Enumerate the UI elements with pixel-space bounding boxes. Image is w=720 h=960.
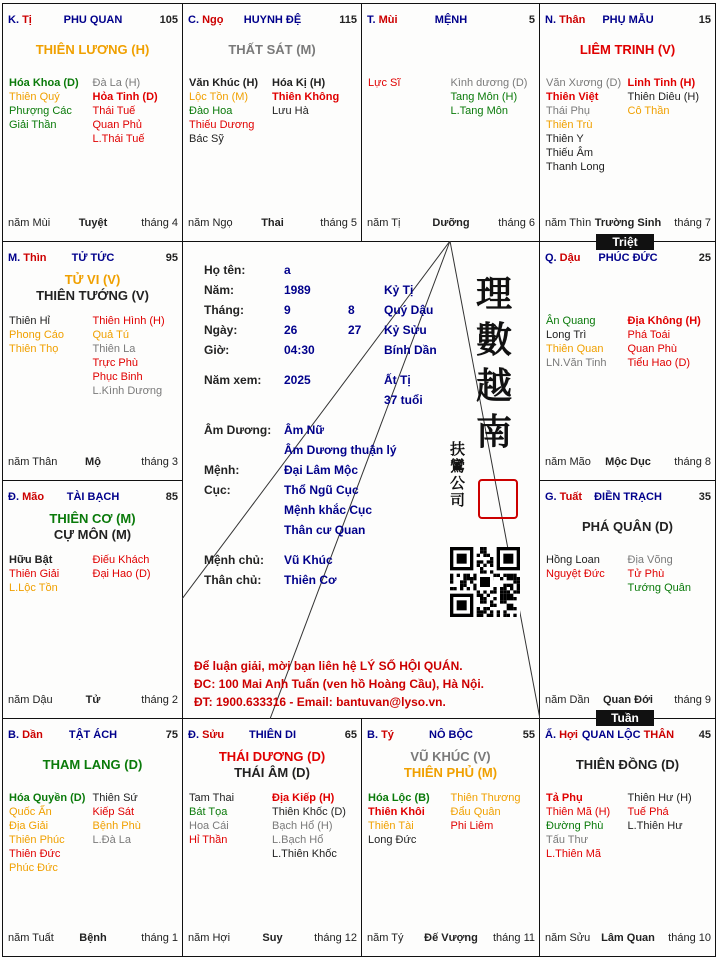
palace-month: tháng 4 [141,217,178,229]
triet-tag: Triệt [596,234,654,250]
minor-star: Thiên Không [272,91,340,103]
minor-star: Thiên Phúc [9,834,65,846]
minor-star: Phượng Các [9,105,72,117]
palace-header [8,14,178,30]
minor-star: Tướng Quân [627,582,691,594]
age-value: 37 tuổi [384,393,423,407]
palace-position: Ấ. Hợi [545,729,578,741]
main-star: VŨ KHÚC (V) [410,749,491,764]
palace-year: năm Mão [545,456,591,468]
cuc-relation: Mệnh khắc Cục [284,503,373,517]
minor-star: Phi Liêm [450,820,494,832]
thanchu-value: Thiên Cơ [284,573,337,587]
minor-star: Hóa Kị (H) [272,77,326,89]
minor-star: Tấu Thư [546,834,589,846]
minor-star: Tang Môn (H) [450,91,518,103]
minor-star: Văn Xương (D) [546,77,622,89]
hour-label: Giờ: [204,343,230,357]
minor-star: Cô Thần [627,105,670,117]
minor-star: Thiên Khốc (D) [272,806,346,818]
palace-footer [545,217,711,231]
amduong-label: Âm Dương: [204,423,272,437]
palace-month: tháng 7 [674,217,711,229]
palace-footer [367,932,535,946]
cuc-label: Cục: [204,483,231,497]
minor-star: Thiên Sứ [92,792,138,804]
minor-star: Thiên Quan [546,343,604,355]
day-canchi: Kỷ Sửu [384,323,427,337]
palace-footer [545,932,711,946]
palace-year: năm Hợi [188,932,231,944]
minor-star: Quan Phủ [92,119,143,131]
minor-star: L.Đà La [92,834,132,846]
minor-star: Thiên Hình (H) [92,315,165,327]
minor-star: Thiên Quý [9,91,60,103]
palace-position: Đ. Sửu [188,729,225,741]
palace-stage: Mộc Dục [605,456,651,468]
palace-stage: Tử [85,694,101,706]
palace-footer [367,217,535,231]
palace-name: PHU QUAN [63,14,123,26]
palace-position: Q. Dậu [545,252,581,264]
palace-month: tháng 10 [668,932,711,944]
palace-name: PHỤ MẪU [602,14,654,26]
palace-position: B. Tý [367,729,394,741]
minor-star: Lực Sĩ [368,77,401,89]
minor-star: Thái Phụ [546,105,591,117]
minor-star: Phục Binh [92,371,143,383]
palace-name: ĐIỀN TRẠCH [594,491,662,503]
minor-star: Tam Thai [189,792,235,804]
minor-star: Tử Phù [627,568,665,580]
minor-star: Bác Sỹ [189,133,224,145]
than-position: Thân cư Quan [284,523,366,537]
palace-stage: Suy [262,932,283,944]
palace-name: THIÊN DI [248,729,297,741]
palace-hoi[interactable] [539,718,716,957]
palace-year: năm Tuất [8,932,54,944]
palace-footer [8,932,178,946]
year-lunar: 8 [348,303,355,317]
main-star: THẤT SÁT (M) [228,42,316,57]
minor-star: Kình dương (D) [450,77,528,89]
palace-stage: Trường Sinh [594,217,662,229]
palace-month: tháng 11 [492,932,535,944]
palace-name: PHÚC ĐỨC [598,252,658,264]
palace-month: tháng 6 [498,217,535,229]
palace-stage: Quan Đới [603,694,653,706]
palace-than[interactable] [539,3,716,242]
main-star: THÁI ÂM (D) [234,765,310,780]
minor-star: Thiên La [92,343,136,355]
month-canchi: Quý Dậu [384,303,434,317]
year-solar: 1989 [284,283,311,297]
minor-star: Phúc Đức [9,862,58,874]
view-canchi: Ất Tị [384,373,411,387]
palace-name: NÔ BỘC [429,729,473,741]
main-star: CỰ MÔN (M) [53,527,132,542]
palace-stage: Đế Vượng [424,932,478,944]
menhchu-label: Mệnh chủ: [204,553,264,567]
palace-month: tháng 12 [314,932,357,944]
minor-star: Lưu Hà [272,105,309,117]
minor-star: L.Kình Dương [92,385,163,397]
minor-star: Thiên Y [546,133,584,145]
palace-position: T. Mùi [367,14,398,26]
month-label: Tháng: [204,303,244,317]
palace-month: tháng 3 [141,456,178,468]
year-canchi: Kỷ Tị [384,283,414,297]
palace-footer [8,694,178,708]
minor-star: Địa Giải [9,820,49,832]
main-star: THIÊN TƯỚNG (V) [36,288,149,303]
palace-header [8,729,178,745]
palace-header [545,252,711,268]
palace-thin[interactable] [2,241,183,481]
palace-age: 95 [165,252,178,264]
palace-age: 75 [165,729,178,741]
menhchu-value: Vũ Khúc [284,553,333,567]
minor-star: Thiên Tài [368,820,414,832]
minor-star: Tiểu Hao (D) [627,357,691,369]
main-star: LIÊM TRINH (V) [579,42,676,57]
palace-name: TỬ TỨC [71,252,115,264]
minor-star: L.Lộc Tồn [9,582,58,594]
palace-year: năm Dần [545,694,590,706]
minor-star: Địa Không (H) [627,315,701,327]
palace-footer [545,456,711,470]
palace-stage: Lâm Quan [601,932,655,944]
palace-tuat[interactable] [539,480,716,719]
minor-star: Trực Phù [92,357,138,369]
palace-year: năm Mùi [8,217,51,229]
palace-mui[interactable] [361,3,540,242]
minor-star: L.Thiên Hư [627,820,683,832]
main-star: THIÊN ĐỒNG (D) [575,757,680,772]
minor-star: Thiên Trù [546,119,593,131]
main-star: THIÊN LƯƠNG (H) [35,42,150,57]
minor-star: Nguyệt Đức [546,568,605,580]
minor-star: Địa Võng [627,554,673,566]
palace-month: tháng 5 [320,217,357,229]
minor-star: Linh Tinh (H) [627,77,696,89]
palace-stage: Thai [261,217,284,229]
minor-star: Hoa Cái [189,820,229,832]
contact-line-1: Để luận giải, mời bạn liên hệ LÝ SỐ HỘI QUÁN. [194,659,463,673]
palace-year: năm Tị [367,217,401,229]
minor-star: Quả Tú [92,329,129,341]
minor-star: Thiên Việt [546,91,599,103]
palace-age: 65 [344,729,357,741]
thanchu-label: Thân chủ: [204,573,262,587]
minor-star: L.Bạch Hổ [272,834,324,846]
minor-star: Bát Tọa [189,806,228,818]
palace-mao[interactable] [2,480,183,719]
palace-month: tháng 1 [141,932,178,944]
palace-position: B. Dần [8,729,43,741]
palace-position: C. Ngọ [188,14,224,26]
minor-star: Long Đức [368,834,417,846]
palace-age: 5 [528,14,535,26]
minor-star: Lộc Tồn (M) [189,91,249,103]
view-year-label: Năm xem: [204,373,262,387]
minor-star: Thiên Diêu (H) [627,91,700,103]
palace-ngo[interactable] [182,3,362,242]
palace-header [188,729,357,745]
minor-star: Quan Phù [627,343,678,355]
palace-name: TÀI BẠCH [66,491,120,503]
minor-star: Hỏa Tinh (D) [92,91,158,103]
calligraphy-logo: 理數越南 [475,273,512,453]
minor-star: Thiên Thọ [9,343,59,355]
minor-star: Đại Hao (D) [92,568,151,580]
minor-star: Thanh Long [546,161,605,173]
minor-star: Bạch Hổ (H) [272,820,333,832]
palace-header [545,14,711,30]
minor-star: Thiên Khôi [368,806,425,818]
minor-star: Văn Khúc (H) [189,77,259,89]
minor-star: Giải Thần [9,119,57,131]
main-star: THIÊN PHỦ (M) [403,765,498,780]
palace-footer [188,217,357,231]
minor-star: Thái Tuế [92,105,136,117]
minor-star: Đà La (H) [92,77,141,89]
minor-star: Ân Quang [546,315,596,327]
year-label: Năm: [204,283,235,297]
minor-star: Thiên Thương [450,792,521,804]
month-solar: 9 [284,303,291,317]
minor-star: Kiếp Sát [92,806,135,818]
palace-position: M. Thìn [8,252,47,264]
minor-star: Đào Hoa [189,105,233,117]
name-value: a [284,263,291,277]
minor-star: Thiếu Âm [546,147,594,159]
minor-star: Thiên Mã (H) [546,806,611,818]
palace-year: năm Sửu [545,932,591,944]
palace-year: năm Dậu [8,694,53,706]
palace-name: MỆNH [434,14,468,26]
palace-stage: Mộ [85,456,101,468]
center-info-panel [182,241,540,719]
palace-month: tháng 8 [674,456,711,468]
minor-star: Đẩu Quân [450,806,501,818]
palace-position: Đ. Mão [8,491,45,503]
minor-star: Thiếu Dương [189,119,255,131]
day-lunar: 27 [348,323,362,337]
main-star: THIÊN CƠ (M) [49,511,136,526]
contact-line-3: ĐT: 1900.633316 - Email: bantuvan@lyso.vn. [194,695,446,709]
palace-header [367,14,535,30]
palace-footer [545,694,711,708]
hour-value: 04:30 [284,343,315,357]
minor-star: Đường Phù [546,820,604,832]
minor-star: Điếu Khách [92,554,150,566]
palace-age: 15 [698,14,711,26]
minor-star: Hóa Lộc (B) [368,792,430,804]
palace-header [545,729,711,745]
palace-header [188,14,357,30]
main-star: TỬ VI (V) [64,272,121,287]
palace-age: 105 [159,14,178,26]
minor-star: Long Trì [546,329,587,341]
palace-age: 85 [165,491,178,503]
palace-year: năm Tý [367,932,404,944]
palace-month: tháng 9 [674,694,711,706]
palace-header [8,252,178,268]
minor-star: Phong Cáo [9,329,65,341]
menh-value: Đại Lâm Mộc [284,463,359,477]
red-seal [478,479,518,519]
day-solar: 26 [284,323,298,337]
view-year: 2025 [284,373,311,387]
palace-position: G. Tuất [545,491,583,503]
seal-side-text: 扶 鸞 公 司 [450,440,466,509]
hour-canchi: Bính Dần [384,343,437,357]
palace-name: QUAN LỘC THÂN [581,729,675,741]
minor-star: L.Thiên Khốc [272,848,337,860]
qr-code[interactable] [450,547,520,617]
minor-star: Địa Kiếp (H) [272,792,335,804]
minor-star: Thiên Hư (H) [627,792,692,804]
palace-ti[interactable] [361,718,540,957]
palace-ty[interactable] [2,3,183,242]
palace-suu[interactable] [182,718,362,957]
minor-star: Thiên Hỉ [9,315,50,327]
palace-month: tháng 2 [141,694,178,706]
main-star: PHÁ QUÂN (D) [582,519,673,534]
day-label: Ngày: [204,323,238,337]
minor-star: Hóa Quyền (D) [9,792,86,804]
palace-year: năm Thìn [545,217,592,229]
minor-star: Quốc Ấn [9,806,52,818]
minor-star: Hữu Bật [9,554,53,566]
minor-star: Hỉ Thần [189,834,228,846]
tuan-tag: Tuần [596,710,654,726]
palace-name: TẬT ÁCH [68,729,118,741]
minor-star: Tả Phụ [546,792,583,804]
palace-dau[interactable] [539,241,716,481]
contact-line-2: ĐC: 100 Mai Anh Tuấn (ven hồ Hoàng Cầu), Hà Nội. [194,677,485,691]
main-star: THÁI DƯƠNG (D) [218,749,326,764]
palace-stage: Bệnh [79,932,107,944]
palace-year: năm Thân [8,456,58,468]
palace-age: 45 [698,729,711,741]
name-label: Họ tên: [204,263,246,277]
amduong-detail: Âm Dương thuận lý [284,443,397,457]
minor-star: L.Thiên Mã [546,848,602,860]
minor-star: Bệnh Phù [92,820,141,832]
palace-header [367,729,535,745]
palace-footer [188,932,357,946]
palace-position: N. Thân [545,14,586,26]
main-star: THAM LANG (D) [42,757,143,772]
minor-star: L.Tang Môn [450,105,508,117]
palace-dan[interactable] [2,718,183,957]
palace-stage: Dưỡng [432,217,470,229]
minor-star: Hồng Loan [546,554,600,566]
minor-star: LN.Văn Tinh [546,357,607,369]
palace-age: 25 [698,252,711,264]
palace-footer [8,456,178,470]
palace-header [545,491,711,507]
minor-star: Phá Toái [627,329,671,341]
menh-label: Mệnh: [204,463,240,477]
palace-position: K. Tị [8,14,32,26]
minor-star: L.Thái Tuế [92,133,145,145]
palace-footer [8,217,178,231]
palace-stage: Tuyệt [78,217,108,229]
palace-year: năm Ngọ [188,217,233,229]
palace-age: 35 [698,491,711,503]
minor-star: Tuế Phá [627,806,669,818]
amduong-value: Âm Nữ [284,423,325,437]
palace-age: 115 [339,14,357,26]
minor-star: Hóa Khoa (D) [9,77,79,89]
palace-name: HUYNH ĐỆ [243,14,302,26]
cuc-value: Thổ Ngũ Cục [284,483,359,497]
palace-header [8,491,178,507]
minor-star: Thiên Đức [9,848,61,860]
palace-age: 55 [522,729,535,741]
minor-star: Thiên Giải [9,568,60,580]
